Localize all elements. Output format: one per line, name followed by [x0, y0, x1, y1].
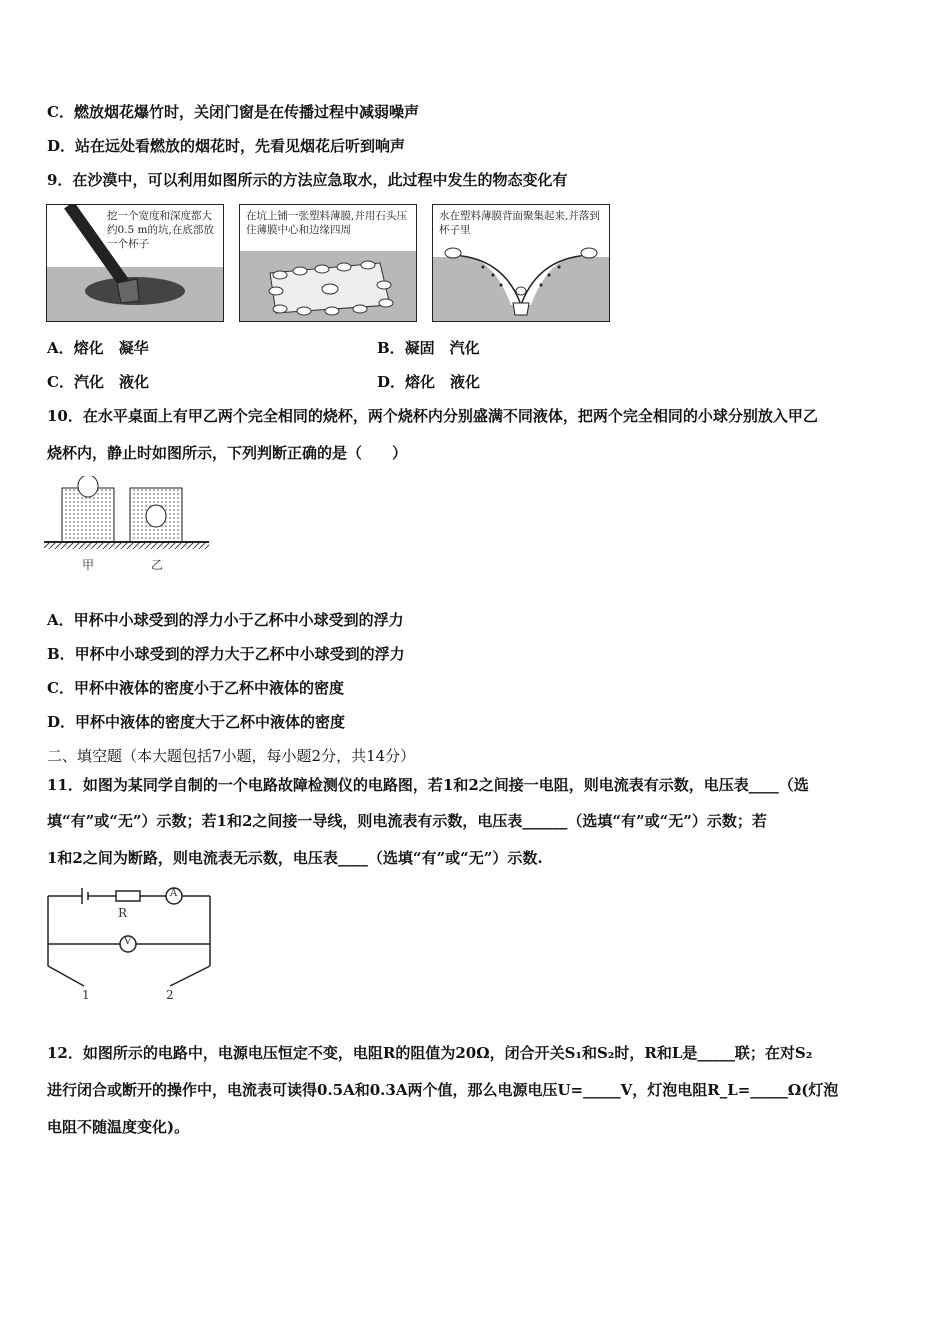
q8-option-d: D．站在远处看燃放的烟花时，先看见烟花后听到响声: [47, 137, 406, 155]
fig10-beakers: [44, 476, 214, 576]
fig11-ammeter-label: A: [170, 888, 178, 899]
q9-stem: 9．在沙漠中，可以利用如图所示的方法应急取水，此过程中发生的物态变化有: [47, 171, 568, 189]
q10-option-c: C．甲杯中液体的密度小于乙杯中液体的密度: [47, 679, 344, 697]
q12-stem-line2: 进行闭合或断开的操作中，电流表可读得0.5A和0.3A两个值，那么电源电压U=_____V，灯泡电阻R_L=_____Ω(灯泡: [47, 1081, 839, 1099]
fig11-terminal-1: 1: [82, 988, 90, 1002]
fig11-terminal-2: 2: [166, 988, 174, 1002]
q8-option-c: C．燃放烟花爆竹时，关闭门窗是在传播过程中减弱噪声: [47, 103, 419, 121]
q12-stem-line3: 电阻不随温度变化)。: [47, 1118, 190, 1136]
fig9-panel-3: [432, 204, 610, 322]
q10-option-a: A．甲杯中小球受到的浮力小于乙杯中小球受到的浮力: [47, 611, 404, 629]
q10-stem-line2: 烧杯内，静止时如图所示，下列判断正确的是（ ）: [47, 444, 408, 462]
q10-option-b: B．甲杯中小球受到的浮力大于乙杯中小球受到的浮力: [47, 645, 405, 663]
q10-stem-line1: 10．在水平桌面上有甲乙两个完全相同的烧杯，两个烧杯内分别盛满不同液体，把两个完全相同的小球分别放入甲乙: [47, 407, 818, 425]
q11-stem-line1: 11．如图为某同学自制的一个电路故障检测仪的电路图，若1和2之间接一电阻，则电流表有示数，电压表____（选: [47, 776, 809, 794]
q9-option-a: A．熔化 凝华: [47, 339, 149, 357]
q12-stem-line1: 12．如图所示的电路中，电源电压恒定不变，电阻R的阻值为20Ω，闭合开关S₁和S₂时，R和L是_____联；在对S₂: [47, 1044, 813, 1062]
q11-stem-line3: 1和2之间为断路，则电流表无示数，电压表____（选填“有”或“无”）示数.: [47, 849, 543, 867]
q9-option-b: B．凝固 汽化: [377, 339, 480, 357]
q9-option-c: C．汽化 液化: [47, 373, 149, 391]
fig9-caption-2: 在坑上铺一张塑料薄膜,并用石头压住薄膜中心和边缘四周: [246, 210, 407, 236]
fig9-panel-2: [239, 204, 417, 322]
fig9-caption-1: 挖一个宽度和深度都大约0.5 m的坑,在底部放一个杯子: [107, 210, 214, 250]
q9-option-d: D．熔化 液化: [377, 373, 481, 391]
fig10-label-yi: 乙: [151, 558, 164, 572]
fig9-caption-3: 水在塑料薄膜背面聚集起来,并落到杯子里: [439, 210, 600, 236]
q10-option-d: D．甲杯中液体的密度大于乙杯中液体的密度: [47, 713, 346, 731]
fig11-circuit: [44, 882, 216, 1006]
fig9-panel-1: [46, 204, 224, 322]
fig10-label-jia: 甲: [82, 558, 95, 572]
fig11-voltmeter-label: V: [124, 936, 132, 947]
q11-stem-line2: 填“有”或“无”）示数；若1和2之间接一导线，则电流表有示数，电压表______（选填“有”或“无”）示数；若: [47, 812, 767, 830]
fig11-label-r: R: [118, 906, 128, 920]
section-2-title: 二、填空题（本大题包括7小题，每小题2分，共14分）: [47, 747, 416, 765]
